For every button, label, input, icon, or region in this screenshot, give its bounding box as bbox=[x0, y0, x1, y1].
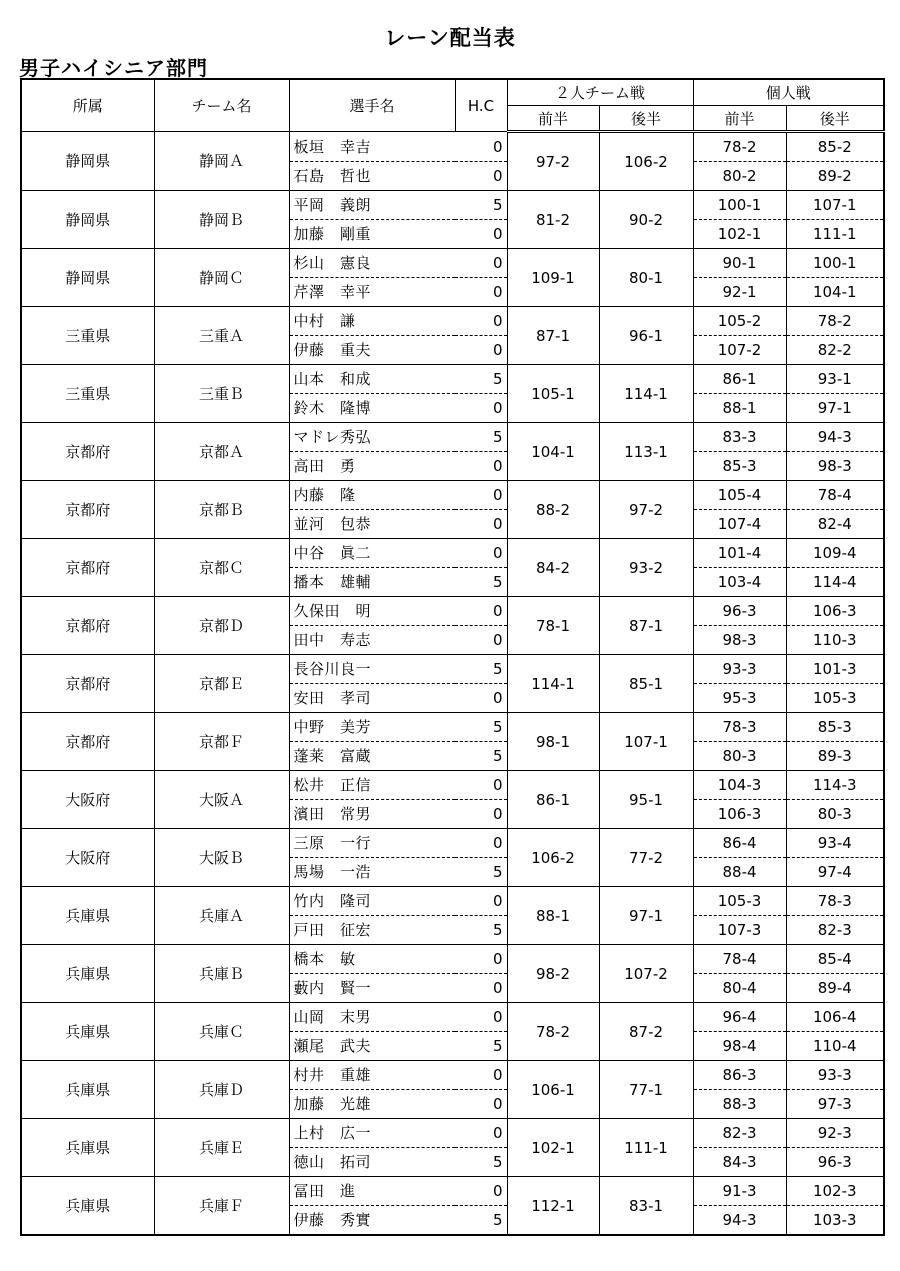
affiliation-cell: 静岡県 bbox=[21, 249, 154, 307]
player-name-cell: 村井 重雄 bbox=[289, 1061, 455, 1090]
handicap-cell: 0 bbox=[455, 1119, 507, 1148]
individual-second-half-cell: 102-3 bbox=[786, 1177, 884, 1206]
player-name-cell: 山本 和成 bbox=[289, 365, 455, 394]
individual-second-half-cell: 114-4 bbox=[786, 568, 884, 597]
team-first-half-cell: 88-2 bbox=[507, 481, 599, 539]
individual-second-half-cell: 103-3 bbox=[786, 1206, 884, 1236]
player-name-cell: 上村 広一 bbox=[289, 1119, 455, 1148]
table-row bbox=[21, 713, 884, 742]
table-row bbox=[21, 945, 884, 974]
team-name-cell: 兵庫Ｃ bbox=[154, 1003, 289, 1061]
handicap-cell: 0 bbox=[455, 220, 507, 249]
player-name-cell: 山岡 末男 bbox=[289, 1003, 455, 1032]
team-second-half-cell: 80-1 bbox=[599, 249, 693, 307]
table-row bbox=[21, 771, 884, 800]
individual-first-half-cell: 83-3 bbox=[693, 423, 786, 452]
affiliation-cell: 静岡県 bbox=[21, 191, 154, 249]
team-first-half-cell: 114-1 bbox=[507, 655, 599, 713]
table-row bbox=[21, 887, 884, 916]
individual-second-half-cell: 97-1 bbox=[786, 394, 884, 423]
individual-second-half-cell: 106-3 bbox=[786, 597, 884, 626]
individual-first-half-cell: 92-1 bbox=[693, 278, 786, 307]
team-second-half-cell: 97-1 bbox=[599, 887, 693, 945]
table-row bbox=[21, 539, 884, 568]
affiliation-cell: 兵庫県 bbox=[21, 1003, 154, 1061]
lane-assignment-table bbox=[20, 78, 885, 1236]
player-name-cell: 三原 一行 bbox=[289, 829, 455, 858]
affiliation-cell: 京都府 bbox=[21, 597, 154, 655]
team-first-half-cell: 97-2 bbox=[507, 132, 599, 191]
team-second-half-cell: 106-2 bbox=[599, 132, 693, 191]
individual-second-half-cell: 85-2 bbox=[786, 132, 884, 162]
player-name-cell: マドレ秀弘 bbox=[289, 423, 455, 452]
individual-second-half-cell: 109-4 bbox=[786, 539, 884, 568]
team-first-half-cell: 102-1 bbox=[507, 1119, 599, 1177]
team-name-cell: 兵庫Ｆ bbox=[154, 1177, 289, 1236]
affiliation-cell: 兵庫県 bbox=[21, 1061, 154, 1119]
player-name-cell: 中野 美芳 bbox=[289, 713, 455, 742]
team-second-half-cell: 113-1 bbox=[599, 423, 693, 481]
handicap-cell: 0 bbox=[455, 1003, 507, 1032]
player-name-cell: 中谷 眞二 bbox=[289, 539, 455, 568]
individual-first-half-cell: 98-4 bbox=[693, 1032, 786, 1061]
team-name-cell: 京都Ｂ bbox=[154, 481, 289, 539]
individual-second-half-cell: 97-3 bbox=[786, 1090, 884, 1119]
header-team-name: チーム名 bbox=[154, 79, 289, 132]
individual-second-half-cell: 92-3 bbox=[786, 1119, 884, 1148]
table-row bbox=[21, 481, 884, 510]
individual-first-half-cell: 90-1 bbox=[693, 249, 786, 278]
player-name-cell: 藪内 賢一 bbox=[289, 974, 455, 1003]
individual-second-half-cell: 89-2 bbox=[786, 162, 884, 191]
individual-second-half-cell: 82-3 bbox=[786, 916, 884, 945]
team-first-half-cell: 78-2 bbox=[507, 1003, 599, 1061]
individual-first-half-cell: 82-3 bbox=[693, 1119, 786, 1148]
individual-first-half-cell: 105-4 bbox=[693, 481, 786, 510]
player-name-cell: 田中 寿志 bbox=[289, 626, 455, 655]
handicap-cell: 0 bbox=[455, 974, 507, 1003]
individual-second-half-cell: 96-3 bbox=[786, 1148, 884, 1177]
team-first-half-cell: 104-1 bbox=[507, 423, 599, 481]
team-name-cell: 静岡Ｃ bbox=[154, 249, 289, 307]
team-name-cell: 兵庫Ｅ bbox=[154, 1119, 289, 1177]
individual-first-half-cell: 107-4 bbox=[693, 510, 786, 539]
header-individual: 個人戦 bbox=[693, 79, 884, 106]
affiliation-cell: 三重県 bbox=[21, 365, 154, 423]
team-second-half-cell: 95-1 bbox=[599, 771, 693, 829]
team-name-cell: 兵庫Ｄ bbox=[154, 1061, 289, 1119]
team-second-half-cell: 107-2 bbox=[599, 945, 693, 1003]
player-name-cell: 芹澤 幸平 bbox=[289, 278, 455, 307]
team-first-half-cell: 84-2 bbox=[507, 539, 599, 597]
individual-first-half-cell: 93-3 bbox=[693, 655, 786, 684]
table-row bbox=[21, 829, 884, 858]
team-second-half-cell: 111-1 bbox=[599, 1119, 693, 1177]
team-name-cell: 静岡Ｂ bbox=[154, 191, 289, 249]
team-name-cell: 大阪Ａ bbox=[154, 771, 289, 829]
handicap-cell: 5 bbox=[455, 916, 507, 945]
handicap-cell: 0 bbox=[455, 945, 507, 974]
individual-second-half-cell: 78-2 bbox=[786, 307, 884, 336]
handicap-cell: 5 bbox=[455, 365, 507, 394]
individual-first-half-cell: 88-3 bbox=[693, 1090, 786, 1119]
player-name-cell: 徳山 拓司 bbox=[289, 1148, 455, 1177]
team-second-half-cell: 114-1 bbox=[599, 365, 693, 423]
team-first-half-cell: 78-1 bbox=[507, 597, 599, 655]
affiliation-cell: 京都府 bbox=[21, 655, 154, 713]
table-row bbox=[21, 365, 884, 394]
team-first-half-cell: 112-1 bbox=[507, 1177, 599, 1236]
table-row bbox=[21, 132, 884, 162]
individual-first-half-cell: 107-3 bbox=[693, 916, 786, 945]
individual-second-half-cell: 78-4 bbox=[786, 481, 884, 510]
team-first-half-cell: 105-1 bbox=[507, 365, 599, 423]
individual-second-half-cell: 78-3 bbox=[786, 887, 884, 916]
handicap-cell: 0 bbox=[455, 539, 507, 568]
individual-second-half-cell: 89-4 bbox=[786, 974, 884, 1003]
individual-second-half-cell: 85-4 bbox=[786, 945, 884, 974]
handicap-cell: 5 bbox=[455, 1032, 507, 1061]
header-individual-second-half: 後半 bbox=[786, 106, 884, 132]
individual-second-half-cell: 97-4 bbox=[786, 858, 884, 887]
individual-first-half-cell: 86-1 bbox=[693, 365, 786, 394]
handicap-cell: 5 bbox=[455, 423, 507, 452]
team-first-half-cell: 86-1 bbox=[507, 771, 599, 829]
individual-second-half-cell: 100-1 bbox=[786, 249, 884, 278]
individual-first-half-cell: 78-4 bbox=[693, 945, 786, 974]
individual-first-half-cell: 84-3 bbox=[693, 1148, 786, 1177]
player-name-cell: 伊藤 秀實 bbox=[289, 1206, 455, 1236]
individual-first-half-cell: 80-3 bbox=[693, 742, 786, 771]
team-second-half-cell: 90-2 bbox=[599, 191, 693, 249]
handicap-cell: 5 bbox=[455, 1206, 507, 1236]
affiliation-cell: 京都府 bbox=[21, 713, 154, 771]
player-name-cell: 冨田 進 bbox=[289, 1177, 455, 1206]
individual-second-half-cell: 111-1 bbox=[786, 220, 884, 249]
team-first-half-cell: 88-1 bbox=[507, 887, 599, 945]
player-name-cell: 内藤 隆 bbox=[289, 481, 455, 510]
table-header bbox=[21, 79, 884, 132]
handicap-cell: 0 bbox=[455, 336, 507, 365]
individual-second-half-cell: 105-3 bbox=[786, 684, 884, 713]
table-row bbox=[21, 1061, 884, 1090]
player-name-cell: 板垣 幸吉 bbox=[289, 132, 455, 162]
team-name-cell: 静岡Ａ bbox=[154, 132, 289, 191]
individual-second-half-cell: 94-3 bbox=[786, 423, 884, 452]
header-team-first-half: 前半 bbox=[507, 106, 599, 132]
player-name-cell: 石島 哲也 bbox=[289, 162, 455, 191]
individual-first-half-cell: 88-1 bbox=[693, 394, 786, 423]
handicap-cell: 0 bbox=[455, 771, 507, 800]
player-name-cell: 並河 包恭 bbox=[289, 510, 455, 539]
team-first-half-cell: 106-2 bbox=[507, 829, 599, 887]
individual-second-half-cell: 93-4 bbox=[786, 829, 884, 858]
player-name-cell: 瀬尾 武夫 bbox=[289, 1032, 455, 1061]
page-title: レーン配当表 bbox=[384, 26, 516, 50]
individual-first-half-cell: 88-4 bbox=[693, 858, 786, 887]
team-second-half-cell: 87-2 bbox=[599, 1003, 693, 1061]
individual-first-half-cell: 103-4 bbox=[693, 568, 786, 597]
individual-first-half-cell: 80-4 bbox=[693, 974, 786, 1003]
affiliation-cell: 兵庫県 bbox=[21, 1177, 154, 1236]
individual-first-half-cell: 78-3 bbox=[693, 713, 786, 742]
individual-second-half-cell: 89-3 bbox=[786, 742, 884, 771]
individual-first-half-cell: 95-3 bbox=[693, 684, 786, 713]
handicap-cell: 0 bbox=[455, 132, 507, 162]
handicap-cell: 0 bbox=[455, 278, 507, 307]
team-name-cell: 兵庫Ｂ bbox=[154, 945, 289, 1003]
team-second-half-cell: 85-1 bbox=[599, 655, 693, 713]
handicap-cell: 0 bbox=[455, 800, 507, 829]
individual-first-half-cell: 78-2 bbox=[693, 132, 786, 162]
team-first-half-cell: 106-1 bbox=[507, 1061, 599, 1119]
individual-first-half-cell: 94-3 bbox=[693, 1206, 786, 1236]
individual-first-half-cell: 100-1 bbox=[693, 191, 786, 220]
player-name-cell: 安田 孝司 bbox=[289, 684, 455, 713]
individual-second-half-cell: 101-3 bbox=[786, 655, 884, 684]
individual-first-half-cell: 80-2 bbox=[693, 162, 786, 191]
team-first-half-cell: 98-2 bbox=[507, 945, 599, 1003]
team-second-half-cell: 77-1 bbox=[599, 1061, 693, 1119]
handicap-cell: 0 bbox=[455, 249, 507, 278]
player-name-cell: 杉山 憲良 bbox=[289, 249, 455, 278]
table-row bbox=[21, 249, 884, 278]
player-name-cell: 戸田 征宏 bbox=[289, 916, 455, 945]
team-name-cell: 大阪Ｂ bbox=[154, 829, 289, 887]
handicap-cell: 0 bbox=[455, 394, 507, 423]
individual-second-half-cell: 106-4 bbox=[786, 1003, 884, 1032]
player-name-cell: 久保田 明 bbox=[289, 597, 455, 626]
table-row bbox=[21, 655, 884, 684]
individual-first-half-cell: 105-3 bbox=[693, 887, 786, 916]
individual-second-half-cell: 110-3 bbox=[786, 626, 884, 655]
individual-second-half-cell: 82-2 bbox=[786, 336, 884, 365]
team-second-half-cell: 77-2 bbox=[599, 829, 693, 887]
player-name-cell: 馬場 一浩 bbox=[289, 858, 455, 887]
team-second-half-cell: 97-2 bbox=[599, 481, 693, 539]
handicap-cell: 5 bbox=[455, 191, 507, 220]
handicap-cell: 0 bbox=[455, 684, 507, 713]
individual-second-half-cell: 80-3 bbox=[786, 800, 884, 829]
affiliation-cell: 兵庫県 bbox=[21, 945, 154, 1003]
team-name-cell: 三重Ｂ bbox=[154, 365, 289, 423]
player-name-cell: 竹内 隆司 bbox=[289, 887, 455, 916]
team-first-half-cell: 81-2 bbox=[507, 191, 599, 249]
team-second-half-cell: 107-1 bbox=[599, 713, 693, 771]
individual-second-half-cell: 110-4 bbox=[786, 1032, 884, 1061]
affiliation-cell: 大阪府 bbox=[21, 771, 154, 829]
player-name-cell: 松井 正信 bbox=[289, 771, 455, 800]
header-individual-first-half: 前半 bbox=[693, 106, 786, 132]
individual-second-half-cell: 104-1 bbox=[786, 278, 884, 307]
handicap-cell: 5 bbox=[455, 655, 507, 684]
individual-first-half-cell: 104-3 bbox=[693, 771, 786, 800]
affiliation-cell: 静岡県 bbox=[21, 132, 154, 191]
individual-second-half-cell: 93-1 bbox=[786, 365, 884, 394]
player-name-cell: 平岡 義朗 bbox=[289, 191, 455, 220]
table-row bbox=[21, 597, 884, 626]
handicap-cell: 0 bbox=[455, 626, 507, 655]
handicap-cell: 5 bbox=[455, 858, 507, 887]
team-first-half-cell: 109-1 bbox=[507, 249, 599, 307]
handicap-cell: 0 bbox=[455, 162, 507, 191]
header-team-battle: ２人チーム戦 bbox=[507, 79, 693, 106]
table-row bbox=[21, 307, 884, 336]
handicap-cell: 0 bbox=[455, 1090, 507, 1119]
header-hc: H.C bbox=[455, 79, 507, 132]
individual-first-half-cell: 105-2 bbox=[693, 307, 786, 336]
player-name-cell: 高田 勇 bbox=[289, 452, 455, 481]
individual-second-half-cell: 114-3 bbox=[786, 771, 884, 800]
individual-first-half-cell: 98-3 bbox=[693, 626, 786, 655]
individual-second-half-cell: 98-3 bbox=[786, 452, 884, 481]
handicap-cell: 5 bbox=[455, 568, 507, 597]
player-name-cell: 播本 雄輔 bbox=[289, 568, 455, 597]
individual-first-half-cell: 86-4 bbox=[693, 829, 786, 858]
handicap-cell: 0 bbox=[455, 1061, 507, 1090]
table-row bbox=[21, 1003, 884, 1032]
header-team-second-half: 後半 bbox=[599, 106, 693, 132]
individual-first-half-cell: 85-3 bbox=[693, 452, 786, 481]
affiliation-cell: 京都府 bbox=[21, 481, 154, 539]
affiliation-cell: 兵庫県 bbox=[21, 887, 154, 945]
handicap-cell: 5 bbox=[455, 1148, 507, 1177]
player-name-cell: 伊藤 重夫 bbox=[289, 336, 455, 365]
individual-first-half-cell: 107-2 bbox=[693, 336, 786, 365]
player-name-cell: 橋本 敏 bbox=[289, 945, 455, 974]
individual-first-half-cell: 106-3 bbox=[693, 800, 786, 829]
team-name-cell: 三重Ａ bbox=[154, 307, 289, 365]
handicap-cell: 0 bbox=[455, 307, 507, 336]
individual-second-half-cell: 82-4 bbox=[786, 510, 884, 539]
team-second-half-cell: 93-2 bbox=[599, 539, 693, 597]
handicap-cell: 0 bbox=[455, 597, 507, 626]
handicap-cell: 0 bbox=[455, 887, 507, 916]
table-body bbox=[21, 132, 884, 1236]
handicap-cell: 0 bbox=[455, 1177, 507, 1206]
player-name-cell: 鈴木 隆博 bbox=[289, 394, 455, 423]
individual-first-half-cell: 96-3 bbox=[693, 597, 786, 626]
team-second-half-cell: 96-1 bbox=[599, 307, 693, 365]
handicap-cell: 0 bbox=[455, 452, 507, 481]
player-name-cell: 中村 謙 bbox=[289, 307, 455, 336]
team-second-half-cell: 87-1 bbox=[599, 597, 693, 655]
individual-second-half-cell: 93-3 bbox=[786, 1061, 884, 1090]
player-name-cell: 蓬莱 富蔵 bbox=[289, 742, 455, 771]
team-first-half-cell: 87-1 bbox=[507, 307, 599, 365]
table-row bbox=[21, 1177, 884, 1206]
handicap-cell: 5 bbox=[455, 742, 507, 771]
team-name-cell: 京都Ｄ bbox=[154, 597, 289, 655]
header-affiliation: 所属 bbox=[21, 79, 154, 132]
handicap-cell: 5 bbox=[455, 713, 507, 742]
individual-first-half-cell: 96-4 bbox=[693, 1003, 786, 1032]
player-name-cell: 加藤 剛重 bbox=[289, 220, 455, 249]
handicap-cell: 0 bbox=[455, 510, 507, 539]
handicap-cell: 0 bbox=[455, 481, 507, 510]
player-name-cell: 加藤 光雄 bbox=[289, 1090, 455, 1119]
team-first-half-cell: 98-1 bbox=[507, 713, 599, 771]
affiliation-cell: 兵庫県 bbox=[21, 1119, 154, 1177]
player-name-cell: 長谷川良一 bbox=[289, 655, 455, 684]
individual-second-half-cell: 107-1 bbox=[786, 191, 884, 220]
affiliation-cell: 京都府 bbox=[21, 539, 154, 597]
individual-second-half-cell: 85-3 bbox=[786, 713, 884, 742]
handicap-cell: 0 bbox=[455, 829, 507, 858]
affiliation-cell: 京都府 bbox=[21, 423, 154, 481]
table-row bbox=[21, 191, 884, 220]
header-player-name: 選手名 bbox=[289, 79, 455, 132]
table-row bbox=[21, 1119, 884, 1148]
team-name-cell: 兵庫Ａ bbox=[154, 887, 289, 945]
division-title: 男子ハイシニア部門 bbox=[19, 56, 208, 80]
team-name-cell: 京都Ｆ bbox=[154, 713, 289, 771]
individual-first-half-cell: 102-1 bbox=[693, 220, 786, 249]
team-name-cell: 京都Ａ bbox=[154, 423, 289, 481]
individual-first-half-cell: 101-4 bbox=[693, 539, 786, 568]
affiliation-cell: 大阪府 bbox=[21, 829, 154, 887]
affiliation-cell: 三重県 bbox=[21, 307, 154, 365]
team-second-half-cell: 83-1 bbox=[599, 1177, 693, 1236]
individual-first-half-cell: 86-3 bbox=[693, 1061, 786, 1090]
team-name-cell: 京都Ｃ bbox=[154, 539, 289, 597]
team-name-cell: 京都Ｅ bbox=[154, 655, 289, 713]
player-name-cell: 濱田 常男 bbox=[289, 800, 455, 829]
individual-first-half-cell: 91-3 bbox=[693, 1177, 786, 1206]
table-row bbox=[21, 423, 884, 452]
